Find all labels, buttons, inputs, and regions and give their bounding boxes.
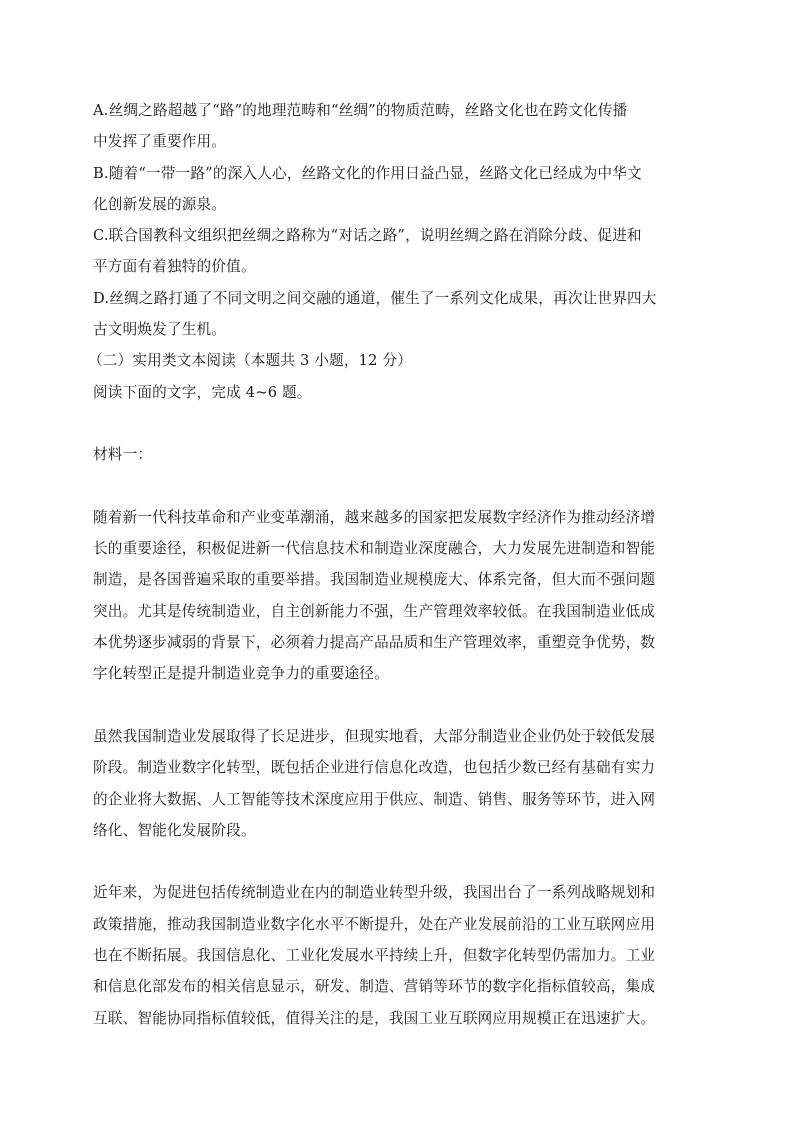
document-page: [88, 95, 703, 1034]
paragraph-3-line: 互联、智能协同指标值较低，值得关注的是，我国工业互联网应用规模正在迅速扩大。: [93, 1009, 656, 1027]
paragraph-3: [93, 877, 703, 1033]
paragraph-1-line: 长的重要途径，积极促进新一代信息技术和制造业深度融合，大力发展先进制造和智能: [93, 540, 656, 558]
paragraph-3-line: 也在不断拓展。我国信息化、工业化发展水平持续上升，但数字化转型仍需加力。工业: [93, 947, 656, 965]
paragraph-3-line: 和信息化部发布的相关信息显示，研发、制造、营销等环节的数字化指标值较高，集成: [93, 978, 656, 996]
option-c-line-2: 平方面有着独特的价值。: [93, 258, 256, 276]
paragraph-1: [93, 502, 703, 690]
option-a-line-1: A.丝绸之路超越了“路”的地理范畴和“丝绸”的物质范畴，丝路文化也在跨文化传播: [93, 102, 628, 119]
option-d: [93, 283, 703, 346]
paragraph-1-line: 字化转型正是提升制造业竞争力的重要途径。: [93, 665, 389, 683]
instruction: 阅读下面的文字，完成 4~6 题。: [93, 383, 312, 401]
option-d-line-2: 古文明焕发了生机。: [93, 321, 227, 339]
paragraph-1-line: 制造，是各国普遍采取的重要举措。我国制造业规模庞大、体系完备，但大而不强问题: [93, 571, 656, 589]
option-c-line-1: C.联合国教科文组织把丝绸之路称为“对话之路”，说明丝绸之路在消除分歧、促进和: [93, 227, 642, 245]
material-label: 材料一：: [93, 446, 153, 464]
paragraph-2-line: 的企业将大数据、人工智能等技术深度应用于供应、制造、销售、服务等环节，进入网: [93, 790, 656, 808]
spacer: [93, 690, 703, 721]
option-b-line-1: B.随着“一带一路”的深入人心，丝路文化的作用日益凸显，丝路文化已经成为中华文: [93, 164, 642, 182]
option-a-line-2: 中发挥了重要作用。: [93, 133, 227, 151]
paragraph-1-line: 突出。尤其是传统制造业，自主创新能力不强，生产管理效率较低。在我国制造业低成: [93, 602, 656, 620]
option-a: [93, 95, 703, 158]
spacer: [93, 408, 703, 439]
paragraph-1-line: 本优势逐步减弱的背景下，必须着力提高产品品质和生产管理效率，重塑竞争优势，数: [93, 634, 656, 652]
paragraph-2-line: 阶段。制造业数字化转型，既包括企业进行信息化改造，也包括少数已经有基础有实力: [93, 759, 656, 777]
paragraph-3-line: 政策措施，推动我国制造业数字化水平不断提升，处在产业发展前沿的工业互联网应用: [93, 915, 656, 933]
option-c: [93, 220, 703, 283]
section-heading: （二）实用类文本阅读（本题共 3 小题，12 分）: [88, 352, 413, 370]
option-b-line-2: 化创新发展的源泉。: [93, 195, 227, 213]
spacer: [93, 846, 703, 877]
option-b: [93, 158, 703, 221]
paragraph-2-line: 虽然我国制造业发展取得了长足进步，但现实地看，大部分制造业企业仍处于较低发展: [93, 727, 656, 745]
spacer: [93, 471, 703, 502]
paragraph-2-line: 络化、智能化发展阶段。: [93, 821, 256, 839]
paragraph-1-line: 随着新一代科技革命和产业变革潮涌，越来越多的国家把发展数字经济作为推动经济增: [93, 508, 656, 526]
option-d-line-1: D.丝绸之路打通了不同文明之间交融的通道，催生了一系列文化成果，再次让世界四大: [93, 289, 657, 307]
paragraph-3-line: 近年来，为促进包括传统制造业在内的制造业转型升级，我国出台了一系列战略规划和: [93, 884, 656, 902]
paragraph-2: [93, 721, 703, 846]
